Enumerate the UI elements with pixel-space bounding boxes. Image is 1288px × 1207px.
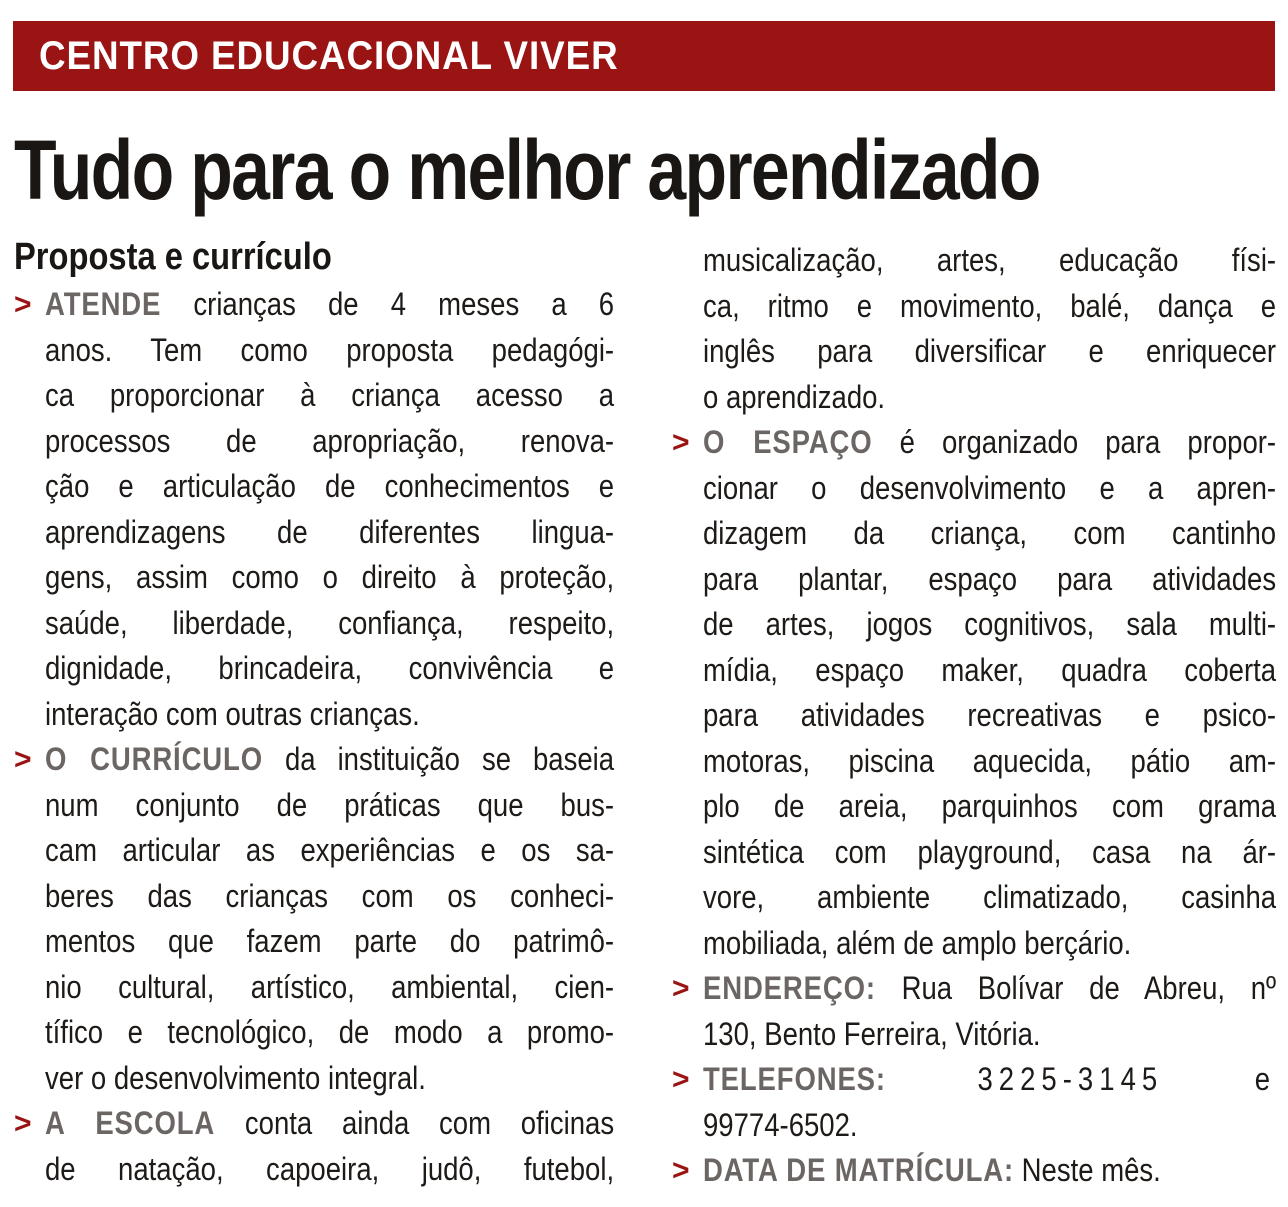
bullet-marker: > — [14, 743, 32, 776]
bullet-marker: > — [672, 972, 690, 1005]
item-text: inglês para diversificar e enriquecer — [703, 333, 1277, 369]
item-text: ca, ritmo e movimento, balé, dança e — [703, 287, 1277, 324]
item-text: musicalização, artes, educação físi- — [703, 242, 1277, 278]
item-text: 130, Bento Ferreira, Vitória. — [703, 1015, 1041, 1052]
item-text: 3225-3145 e — [885, 1061, 1277, 1097]
section-banner — [13, 21, 1275, 91]
item-matricula — [672, 1148, 1276, 1194]
item-text: mobiliada, além de amplo berçário. — [703, 924, 1132, 961]
item-espaco — [672, 420, 1276, 966]
item-text: beres das crianças com os conheci- — [45, 877, 615, 914]
item-text: de artes, jogos cognitivos, sala multi- — [703, 606, 1277, 642]
item-lead: DATA DE MATRÍCULA: — [703, 1152, 1015, 1188]
bullet-marker: > — [672, 1063, 690, 1096]
item-lead: TELEFONES: — [703, 1061, 886, 1097]
item-text: tífico e tecnológico, de modo a promo- — [45, 1014, 615, 1050]
item-lead: A ESCOLA — [45, 1105, 216, 1141]
item-text: para atividades recreativas e psico- — [703, 697, 1277, 733]
item-text: vore, ambiente climatizado, casinha — [703, 879, 1277, 915]
item-text: gens, assim como o direito à proteção, — [45, 559, 615, 595]
item-text: 99774-6502. — [703, 1106, 858, 1143]
item-text: num conjunto de práticas que bus- — [45, 786, 615, 823]
item-atende — [14, 282, 614, 737]
item-text: dizagem da criança, com cantinho — [703, 515, 1277, 551]
item-text: nio cultural, artístico, ambiental, cien- — [45, 968, 615, 1005]
item-text: conta ainda com oficinas — [215, 1105, 615, 1141]
item-text: ver o desenvolvimento integral. — [45, 1059, 426, 1096]
headline: Tudo para o melhor aprendizado — [14, 123, 1040, 217]
item-curriculo — [14, 737, 614, 1101]
item-lead: ATENDE — [45, 286, 162, 322]
item-text: de natação, capoeira, judô, futebol, — [45, 1150, 615, 1187]
item-text: saúde, liberdade, confiança, respeito, — [45, 604, 615, 641]
item-escola — [14, 1101, 614, 1192]
item-text: cionar o desenvolvimento e a apren- — [703, 469, 1277, 506]
item-text: dignidade, brincadeira, convivência e — [45, 650, 615, 686]
item-text: é organizado para propor- — [872, 424, 1277, 460]
banner-title: CENTRO EDUCACIONAL VIVER — [39, 33, 619, 78]
item-text: plo de areia, parquinhos com grama — [703, 788, 1277, 824]
item-lead: O CURRÍCULO — [45, 741, 263, 777]
item-text: sintética com playground, casa na ár- — [703, 833, 1277, 870]
item-text: Rua Bolívar de Abreu, nº — [875, 970, 1277, 1006]
item-lead: O ESPAÇO — [703, 424, 873, 460]
item-text: o aprendizado. — [703, 378, 886, 415]
section-heading: Proposta e currículo — [14, 236, 332, 278]
item-lead: ENDEREÇO: — [703, 970, 876, 1006]
item-text: da instituição se baseia — [262, 741, 615, 777]
left-column — [14, 282, 614, 1192]
bullet-marker: > — [672, 426, 690, 459]
item-text: motoras, piscina aquecida, pátio am- — [703, 742, 1277, 779]
item-text: crianças de 4 meses a 6 — [161, 286, 615, 322]
bullet-marker: > — [672, 1154, 690, 1187]
item-text: para plantar, espaço para atividades — [703, 560, 1277, 597]
bullet-marker: > — [14, 288, 32, 321]
item-text: mentos que fazem parte do patrimô- — [45, 923, 615, 959]
item-text: processos de apropriação, renova- — [45, 422, 615, 459]
item-text: anos. Tem como proposta pedagógi- — [45, 331, 615, 368]
item-escola-continued — [672, 238, 1276, 420]
right-column — [672, 238, 1276, 1194]
bullet-marker: > — [14, 1107, 32, 1140]
item-text: Neste mês. — [1014, 1152, 1161, 1188]
item-text: mídia, espaço maker, quadra coberta — [703, 651, 1277, 688]
item-text: ção e articulação de conhecimentos e — [45, 468, 615, 504]
item-text: ca proporcionar à criança acesso a — [45, 377, 615, 413]
item-telefones — [672, 1057, 1276, 1148]
item-text: cam articular as experiências e os sa- — [45, 832, 615, 868]
item-text: aprendizagens de diferentes lingua- — [45, 513, 615, 550]
item-text: interação com outras crianças. — [45, 695, 420, 732]
item-endereco — [672, 966, 1276, 1057]
